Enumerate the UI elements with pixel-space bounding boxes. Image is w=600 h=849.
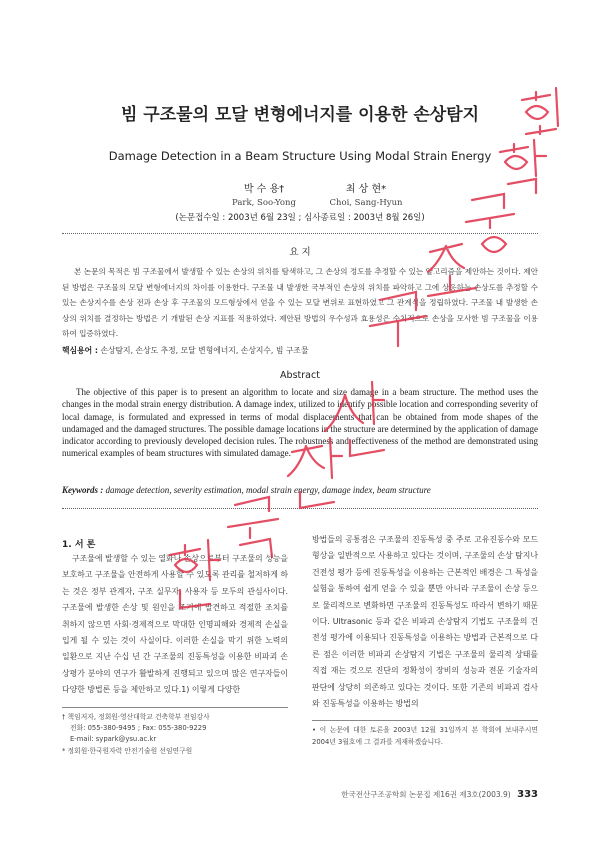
keywords-english <box>62 485 538 495</box>
author-2-name-ko: 최 상 현* <box>345 184 387 195</box>
keywords-en-text: damage detection, severity estimation, modal strain energy, damage index, beam structure <box>105 485 431 495</box>
footer-journal: 한국전산구조공학회 논문집 제16권 제3호(2003.9) <box>341 790 511 799</box>
page-number: 333 <box>517 789 538 800</box>
author-2 <box>296 180 436 208</box>
footnote-corresponding: † 책임저자, 정회원·영산대학교 건축학부 전임강사 <box>62 712 210 721</box>
abstract-en-heading: Abstract <box>280 370 320 381</box>
footnote-rule-right <box>312 720 538 721</box>
page-footer <box>341 789 538 800</box>
section-1-right-text: 방법들의 공통점은 구조물의 진동특성 중 주로 고유진동수와 모드형상을 일반적으로 사용하고 있다는 것이며, 구조물의 손상 탐지나 건전성 평가 등에 진동특성을 이용하는 근본적인 배경은 그 특성을 실험을 통하여 쉽게 얻을 수 있을 뿐만 아니라 구조물이 손상 등으로 물리적으로 변화하면 구조물의 진동특성도 따라서 변하기 때문이다. Ultrasonic 등과 같은 비파괴 손상탐지 기법도 구조물의 건전성 평가에 이용되나 진동특성을 이용하는 방법과 근본적으로 다른 점은 이러한 비파괴 손상탐지 기법은 구조물의 물리적 상태를 직접 재는 것으로 진단의 정확성이 장비의 성능과 전문 기술자의 판단에 상당히 의존하고 있다는 것이다. 또한 기존의 비파괴 검사와 진동특성을 이용하는 방법의 <box>312 535 538 709</box>
keywords-korean <box>62 345 538 356</box>
author-1-name-ko: 박 수 용† <box>243 184 285 195</box>
keywords-ko-text: 손상탐지, 손상도 추정, 모달 변형에너지, 손상지수, 빔 구조물 <box>100 346 309 355</box>
divider-top <box>62 233 538 234</box>
section-1-left-column <box>62 551 288 757</box>
keywords-ko-label: 핵심용어 : <box>62 346 98 355</box>
section-1-right-column <box>312 532 538 748</box>
section-1-left-text: 구조물에 발생할 수 있는 열화나 손상으로부터 구조물의 성능을 보호하고 구조물을 안전하게 사용할 수 있도록 관리를 철저하게 하는 것은 정부 관계자, 구조 실무자, 사용자 등 모두의 관심사이다. 구조물에 발생한 손상 및 원인을 조기에 발견하고 적절한 조치를 취하지 않으면 사회·경제적으로 막대한 인명피해와 경제적 손실을 입게 될 수 있는 것이 사실이다. 이러한 손실을 막기 위한 노력의 일환으로 지난 수십 년 간 구조물의 진동특성을 이용한 비파괴 손상평가 분야의 연구가 활발하게 진행되고 있으며 많은 연구자들이 다양한 방법론 등을 제안하고 있다.1) 이렇게 다양한 <box>62 554 288 695</box>
divider-bottom <box>62 508 538 509</box>
section-1-heading: 1. 서 론 <box>62 540 96 550</box>
footnote-rule-left <box>62 707 288 708</box>
footnote-coauthor: * 정회원·한국원자력 안전기술원 선임연구원 <box>62 746 193 755</box>
submission-dates: (논문접수일 : 2003년 6월 23일 ; 심사종료일 : 2003년 8월 26일) <box>175 213 425 223</box>
paper-title-korean: 빔 구조물의 모달 변형에너지를 이용한 손상탐지 <box>120 105 480 125</box>
paper-title-english: Damage Detection in a Beam Structure Using Modal Strain Energy <box>108 149 492 163</box>
keywords-en-label: Keywords : <box>62 485 104 495</box>
author-1-name-en: Park, Soo-Yong <box>232 198 296 208</box>
abstract-english: The objective of this paper is to present an algorithm to locate and size damage in a beam structure. The method uses the changes in the modal strain energy distribution. A damage index, utilized to identify possible location and corresponding severity of local damage, is formulated and expressed in terms of modal displacements that can be obtained from mode shapes of the undamaged and the damaged structures. The possible damage locations in the structure are determined by the application of damage indicator according to previously developed decision rules. The robustness and effectiveness of the method are demonstrated using numerical examples of beam structures with simulated damage. <box>62 387 538 459</box>
footnote-discussion: • 이 논문에 대한 토론을 2003년 12월 31일까지 본 학회에 보내주시면 2004년 3월호에 그 결과를 게재하겠습니다. <box>312 726 538 746</box>
author-2-name-en: Choi, Sang-Hyun <box>329 198 403 208</box>
abstract-ko-heading: 요 지 <box>289 247 311 258</box>
footnote-email: E-mail: sypark@ysu.ac.kr <box>70 735 157 744</box>
footnote-phone: 전화: 055-380-9495 ; Fax: 055-380-9229 <box>70 724 207 733</box>
abstract-korean: 본 논문의 목적은 빔 구조물에서 발생할 수 있는 손상의 위치를 탐색하고, 그 손상의 정도를 추정할 수 있는 알고리즘을 제안하는 것이다. 제안된 방법은 구조물의 모달 변형에너지의 차이를 이용한다. 구조물 내 발생한 국부적인 손상의 위치를 파악하고 그에 상응하는 손상도를 추정할 수 있는 손상지수를 손상 전과 손상 후 구조물의 모드형상에서 얻을 수 있는 모달 변위로 표현하였고 그 관계식을 정립하였다. 구조물 내 발생한 손상의 위치를 결정하는 방법은 기 개발된 손상 지표를 적용하였다. 제안된 방법의 우수성과 효용성은 수치적으로 손상을 모사한 빔 구조물을 이용하여 입증하였다. <box>62 267 538 339</box>
